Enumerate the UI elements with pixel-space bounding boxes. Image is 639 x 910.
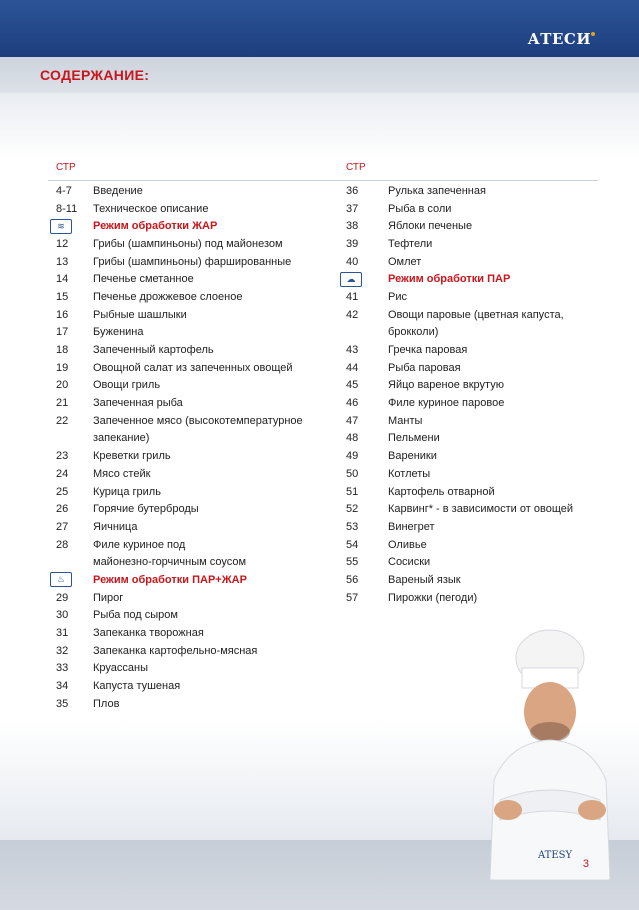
entry-title: Мясо стейк [93, 467, 151, 480]
contents-entry [48, 306, 338, 324]
entry-title: Сосиски [388, 556, 431, 569]
contents-column-right [338, 158, 598, 607]
entry-title: Печенье сметанное [93, 273, 194, 286]
contents-entry [338, 589, 598, 607]
page-ref: 52 [346, 503, 359, 516]
page-ref: 35 [56, 697, 69, 710]
section-heading [48, 217, 338, 235]
page-ref: 32 [56, 644, 69, 657]
page-ref: 14 [56, 273, 69, 286]
contents-column-left [48, 158, 338, 713]
entry-title: Печенье дрожжевое слоеное [93, 290, 243, 303]
entry-title: Запеченная рыба [93, 397, 183, 410]
entry-title: Пирог [93, 591, 124, 604]
page-ref: 4-7 [56, 184, 72, 197]
contents-entry [338, 465, 598, 483]
contents-entry [338, 341, 598, 359]
contents-entry [338, 536, 598, 554]
entry-title: Гречка паровая [388, 344, 468, 357]
contents-entry [48, 465, 338, 483]
contents-entry [338, 253, 598, 271]
entry-title: Вареники [388, 450, 437, 463]
contents-entry [338, 571, 598, 589]
contents-entry [48, 536, 338, 554]
page-ref: 47 [346, 414, 359, 427]
page-ref: 36 [346, 184, 359, 197]
section-title: Режим обработки ПАР [388, 273, 511, 286]
contents-entry [338, 288, 598, 306]
page-ref: 54 [346, 538, 359, 551]
page-ref: 29 [56, 591, 69, 604]
entry-title: Овощи паровые (цветная капуста, [388, 308, 564, 321]
column-header-page: СТР [346, 162, 366, 173]
contents-list-right [338, 182, 598, 607]
contents-entry [48, 412, 338, 430]
page-ref: 22 [56, 414, 69, 427]
entry-title: Рыба паровая [388, 361, 461, 374]
contents-entry [48, 430, 338, 448]
entry-title: майонезно-горчичным соусом [93, 556, 247, 569]
entry-title: Буженина [93, 326, 144, 339]
page-ref: 45 [346, 379, 359, 392]
contents-entry [48, 447, 338, 465]
header-fade [0, 93, 639, 158]
page-ref: 23 [56, 450, 69, 463]
contents-entry [48, 500, 338, 518]
page-ref: 40 [346, 255, 359, 268]
contents-entry [338, 359, 598, 377]
contents-entry [48, 624, 338, 642]
page-ref: 16 [56, 308, 69, 321]
page-ref: 39 [346, 237, 359, 250]
contents-entry [338, 324, 598, 342]
contents-entry [338, 500, 598, 518]
contents-entry [338, 182, 598, 200]
section-heading [338, 270, 598, 288]
contents-entry [48, 182, 338, 200]
page-ref: 20 [56, 379, 69, 392]
contents-entry [48, 607, 338, 625]
entry-title: Плов [93, 697, 120, 710]
page-ref: 50 [346, 467, 359, 480]
page-ref: 42 [346, 308, 359, 321]
contents-entry [338, 412, 598, 430]
page-ref: 49 [346, 450, 359, 463]
svg-text:ATESY: ATESY [538, 850, 573, 861]
contents-entry [48, 324, 338, 342]
entry-title: Манты [388, 414, 423, 427]
chef-illustration [470, 620, 630, 880]
contents-entry [48, 483, 338, 501]
entry-title: Запеканка картофельно-мясная [93, 644, 258, 657]
contents-entry [48, 253, 338, 271]
contents-entry [48, 235, 338, 253]
page-ref: 19 [56, 361, 69, 374]
contents-entry [48, 553, 338, 571]
entry-title: Запеченный картофель [93, 344, 214, 357]
entry-title: Горячие бутерброды [93, 503, 199, 516]
section-title: Режим обработки ПАР+ЖАР [93, 573, 247, 586]
page-ref: 55 [346, 556, 359, 569]
entry-title: Круассаны [93, 662, 148, 675]
entry-title: Курица гриль [93, 485, 161, 498]
entry-title: Винегрет [388, 520, 435, 533]
contents-entry [338, 483, 598, 501]
page-ref: 46 [346, 397, 359, 410]
page-ref: 43 [346, 344, 359, 357]
entry-title: Вареный язык [388, 573, 461, 586]
page-ref: 56 [346, 573, 359, 586]
page-title: СОДЕРЖАНИЕ: [40, 67, 150, 83]
page-ref: 53 [346, 520, 359, 533]
page-ref: 12 [56, 237, 69, 250]
entry-title: Тефтели [388, 237, 433, 250]
page-ref: 8-11 [56, 202, 78, 215]
contents-entry [338, 447, 598, 465]
entry-title: Рулька запеченная [388, 184, 486, 197]
contents-entry [338, 430, 598, 448]
contents-entry [48, 288, 338, 306]
header-bar [0, 0, 639, 57]
entry-title: Яичница [93, 520, 138, 533]
entry-title: брокколи) [388, 326, 439, 339]
entry-title: Запеканка творожная [93, 627, 204, 640]
contents-entry [48, 394, 338, 412]
page-ref: 28 [56, 538, 69, 551]
page-ref: 44 [346, 361, 359, 374]
entry-title: Пельмени [388, 432, 440, 445]
contents-entry [48, 695, 338, 713]
entry-title: Яблоки печеные [388, 220, 473, 233]
contents-entry [48, 359, 338, 377]
contents-entry [48, 270, 338, 288]
brand-logo: АТЕСИ [527, 30, 591, 48]
page-ref: 31 [56, 627, 69, 640]
page-ref: 37 [346, 202, 359, 215]
entry-title: Запеченное мясо (высокотемпературное [93, 414, 303, 427]
contents-entry [48, 642, 338, 660]
entry-title: Рыбные шашлыки [93, 308, 187, 321]
contents-list-left [48, 182, 338, 713]
page-ref: 13 [56, 255, 69, 268]
contents-entry [338, 394, 598, 412]
contents-entry [338, 553, 598, 571]
page-ref: 24 [56, 467, 69, 480]
entry-title: Оливье [388, 538, 427, 551]
contents-entry [48, 660, 338, 678]
column-header-page: СТР [56, 162, 76, 173]
page-ref: 57 [346, 591, 359, 604]
contents-entry [48, 677, 338, 695]
section-title: Режим обработки ЖАР [93, 220, 218, 233]
page-ref: 21 [56, 397, 69, 410]
entry-title: Капуста тушеная [93, 680, 181, 693]
entry-title: Филе куриное паровое [388, 397, 505, 410]
contents-entry [48, 589, 338, 607]
entry-title: Омлет [388, 255, 422, 268]
entry-title: Введение [93, 184, 143, 197]
contents-entry [338, 518, 598, 536]
contents-entry [48, 518, 338, 536]
page-ref: 38 [346, 220, 359, 233]
entry-title: Грибы (шампиньоны) под майонезом [93, 237, 283, 250]
entry-title: Картофель отварной [388, 485, 495, 498]
entry-title: Рыба под сыром [93, 609, 178, 622]
page-ref: 30 [56, 609, 69, 622]
page-ref: 27 [56, 520, 69, 533]
section-heading [48, 571, 338, 589]
entry-title: запекание) [93, 432, 150, 445]
page-ref: 48 [346, 432, 359, 445]
page-ref: 17 [56, 326, 69, 339]
page-ref: 41 [346, 290, 359, 303]
entry-title: Рис [388, 290, 407, 303]
heat-icon: ≋ [50, 219, 72, 234]
page-number: 3 [582, 858, 589, 870]
page-ref: 25 [56, 485, 69, 498]
contents-entry [338, 306, 598, 324]
entry-title: Креветки гриль [93, 450, 171, 463]
entry-title: Грибы (шампиньоны) фаршированные [93, 255, 292, 268]
steam-heat-icon: ♨ [50, 572, 72, 587]
entry-title: Овощной салат из запеченных овощей [93, 361, 293, 374]
brand-logo-mark [591, 32, 595, 36]
page-ref: 15 [56, 290, 69, 303]
page-ref: 34 [56, 680, 69, 693]
page-ref: 33 [56, 662, 69, 675]
entry-title: Карвинг* - в зависимости от овощей [388, 503, 574, 516]
page-ref: 18 [56, 344, 69, 357]
contents-entry [48, 341, 338, 359]
contents-entry [338, 377, 598, 395]
entry-title: Овощи гриль [93, 379, 161, 392]
entry-title: Рыба в соли [388, 202, 452, 215]
contents-entry [48, 200, 338, 218]
page-ref: 26 [56, 503, 69, 516]
entry-title: Яйцо вареное вкрутую [388, 379, 504, 392]
contents-entry [338, 200, 598, 218]
steam-icon: ☁ [340, 272, 362, 287]
title-bar [0, 57, 639, 93]
page-ref: 51 [346, 485, 359, 498]
entry-title: Филе куриное под [93, 538, 186, 551]
contents-entry [338, 217, 598, 235]
entry-title: Техническое описание [93, 202, 209, 215]
contents-entry [338, 235, 598, 253]
contents-entry [48, 377, 338, 395]
entry-title: Пирожки (пегоди) [388, 591, 478, 604]
entry-title: Котлеты [388, 467, 431, 480]
